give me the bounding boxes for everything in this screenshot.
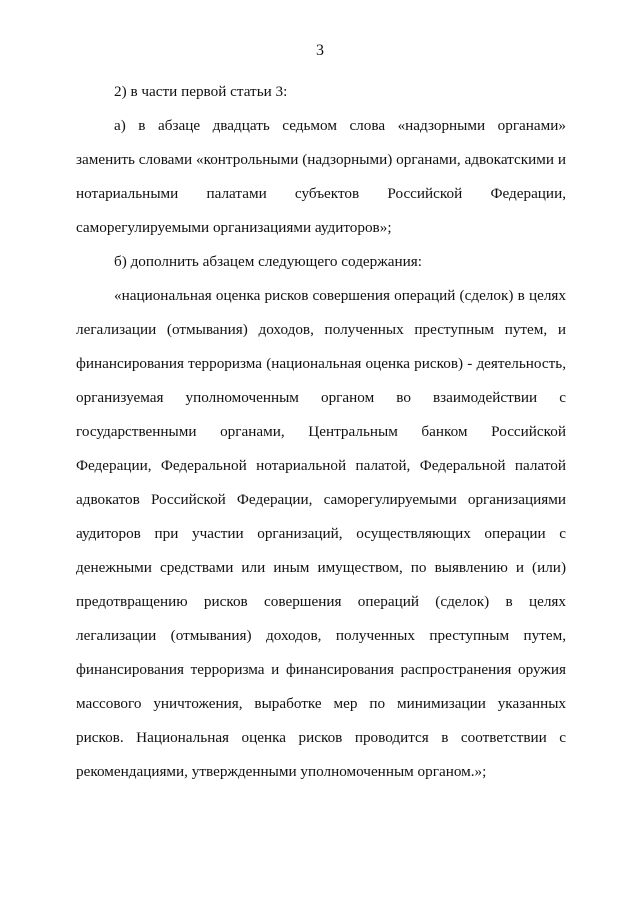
paragraph-amendment-a: а) в абзаце двадцать седьмом слова «надзорными органами» заменить словами «контрольными (надзорными) органами, адвокатскими и нотариальными палатами субъектов Российской Федерации, саморегулируемыми организациями аудиторов»; [76, 117, 566, 236]
paragraph-amendment-b: б) дополнить абзацем следующего содержания: [114, 253, 422, 270]
page-number: 3 [316, 42, 324, 59]
paragraph-national-risk-assessment: «национальная оценка рисков совершения операций (сделок) в целях легализации (отмывания) доходов, полученных преступным путем, и финансирования терроризма (национальная оценка рисков) - деятельность, организуемая уполномоченным органом во взаимодействии с государственными органами, Центральным банком Российской Федерации, Федеральной нотариальной палатой, Федеральной палатой адвокатов Российской Федерации, саморегулируемыми организациями аудиторов при участии организаций, осуществляющих операции с денежными средствами или иным имуществом, по выявлению и (или) предотвращению рисков совершения операций (сделок) в целях легализации (отмывания) доходов, полученных преступным путем, финансирования терроризма и финансирования распространения оружия массового уничтожения, выработке мер по минимизации указанных рисков. Национальная оценка рисков проводится в соответствии с рекомендациями, утвержденными уполномоченным органом.»; [76, 287, 566, 780]
document-body [76, 75, 566, 789]
paragraph-article-3-intro: 2) в части первой статьи 3: [114, 83, 288, 100]
